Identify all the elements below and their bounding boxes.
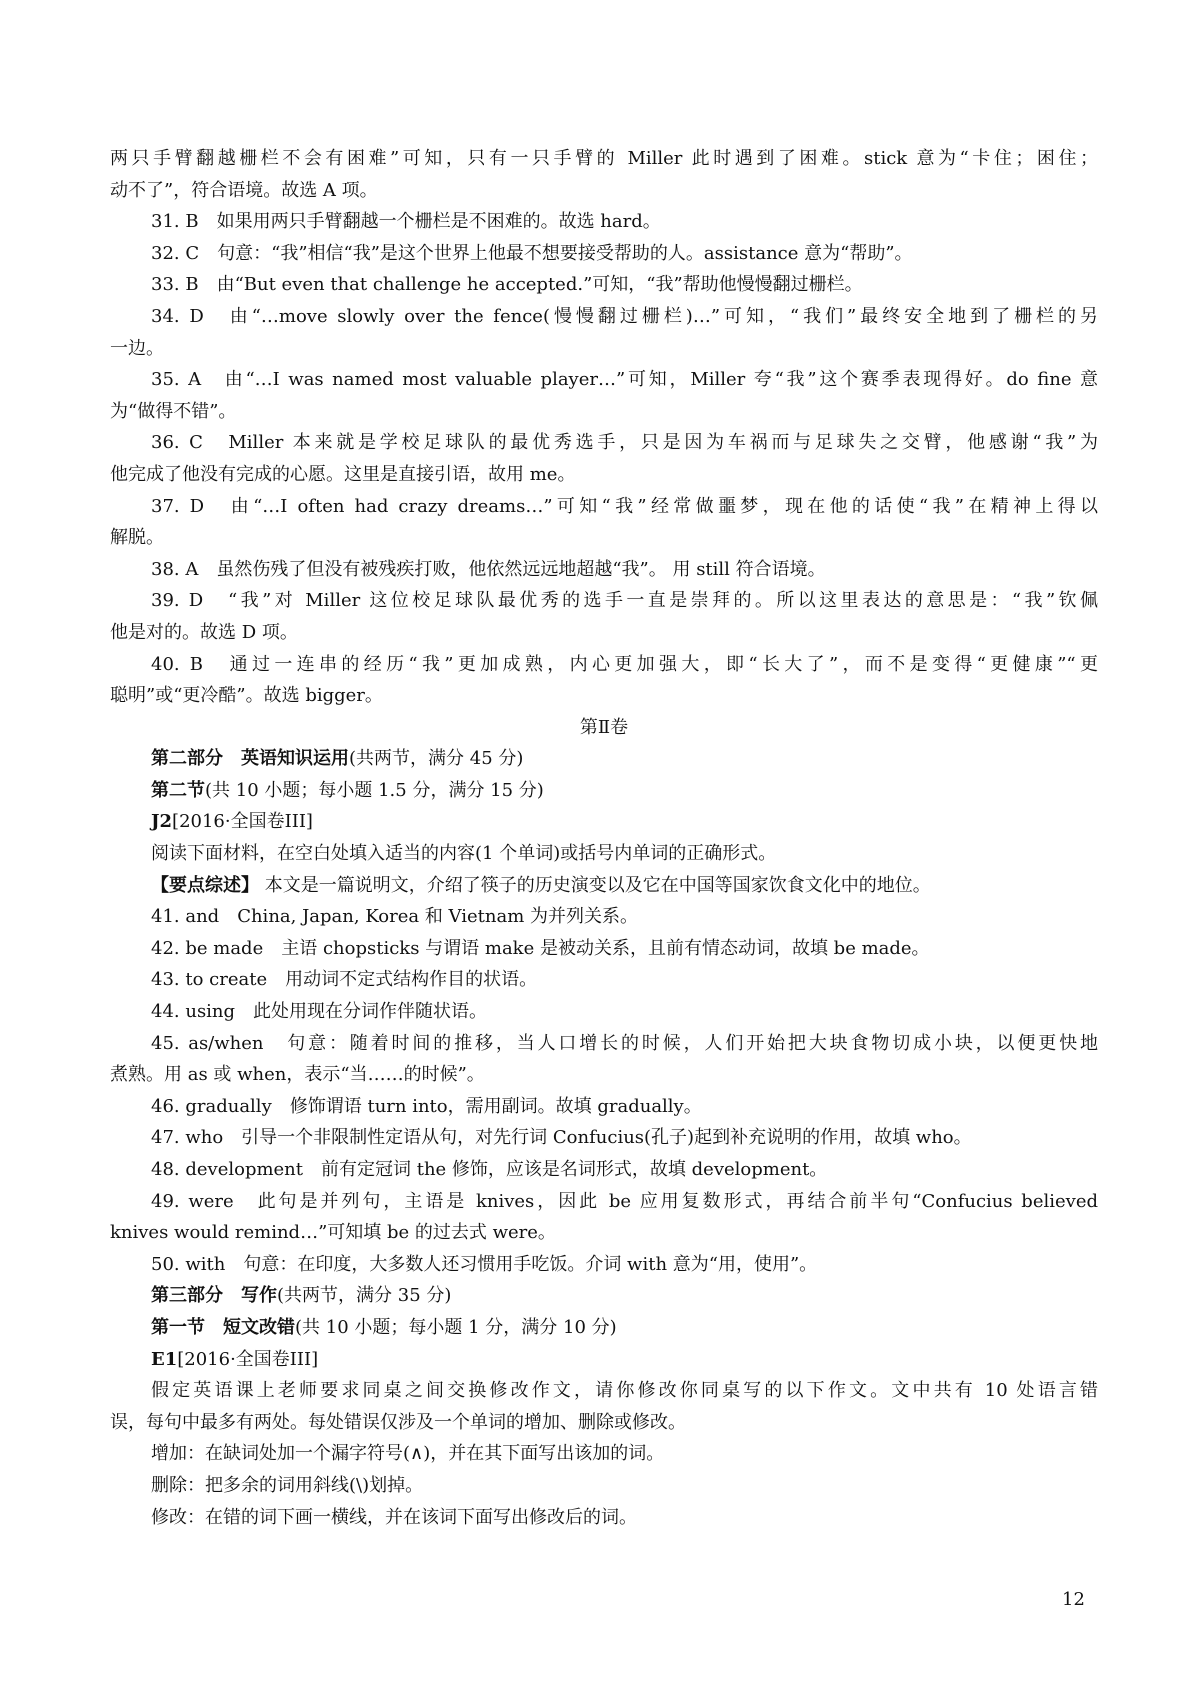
section2-heading-title: 第二节 [151,779,205,801]
volume-title: 第Ⅱ卷 [579,716,629,738]
text-line: 删除：把多余的词用斜线(\)划掉。 [151,1474,424,1496]
text-line: 42. be made 主语 chopsticks 与谓语 make 是被动关系，且前有情态动词，故填 be made。 [151,937,930,959]
text-line: 他完成了他没有完成的心愿。这里是直接引语，故用 me。 [110,463,576,485]
text-line: 为“做得不错”。 [110,400,237,422]
part3-heading-title: 第三部分 写作 [151,1285,277,1307]
page-content [110,143,1098,1533]
text-line: 他是对的。故选 D 项。 [110,621,298,643]
section1-heading-score: (共 10 小题；每小题 1 分，满分 10 分) [295,1316,617,1338]
section1-heading-title: 第一节 短文改错 [151,1316,295,1338]
text-line: 48. development 前有定冠词 the 修饰，应该是名词形式，故填 development。 [151,1159,828,1180]
text-line: 40. B 通过一连串的经历“我”更加成熟，内心更加强大，即“长大了”，而不是变得“更健康”“更 [151,653,1098,675]
text-line: 聪明”或“更冷酷”。故选 bigger。 [110,685,383,707]
text-line: 煮熟。用 as 或 when，表示“当……的时候”。 [110,1064,485,1086]
section2-heading-score: (共 10 小题；每小题 1.5 分，满分 15 分) [205,779,544,801]
j2-code: J2 [151,811,173,833]
text-line: 32. C 句意：“我”相信“我”是这个世界上他最不想要接受帮助的人。assistance 意为“帮助”。 [151,242,913,264]
text-line: 增加：在缺词处加一个漏字符号(∧)，并在其下面写出该加的词。 [151,1443,665,1465]
section1-heading [110,1312,1098,1344]
e1-source-text: [2016·全国卷III] [177,1348,319,1370]
summary-label: 【要点综述】 [151,874,259,896]
text-line: 33. B 由“But even that challenge he accepted.”可知，“我”帮助他慢慢翻过栅栏。 [151,274,863,296]
j2-source-text: [2016·全国卷III] [172,811,313,833]
part3-heading [110,1280,1098,1312]
summary [110,870,1098,902]
text-line: 动不了”，符合语境。故选 A 项。 [110,179,378,201]
text-line: 47. who 引导一个非限制性定语从句，对先行词 Confucius(孔子)起到补充说明的作用，故填 who。 [151,1127,972,1149]
text-line: 36. C Miller 本来就是学校足球队的最优秀选手，只是因为车祸而与足球失之交臂，他感谢“我”为 [151,432,1098,454]
e1-source [110,1344,1098,1376]
text-line: 46. gradually 修饰谓语 turn into，需用副词。故填 gradually。 [151,1095,702,1117]
text-line: 39. D “我”对 Miller 这位校足球队最优秀的选手一直是崇拜的。所以这里表达的意思是：“我”钦佩 [151,590,1098,612]
summary-text: 本文是一篇说明文，介绍了筷子的历史演变以及它在中国等国家饮食文化中的地位。 [259,874,931,896]
text-line: 50. with 句意：在印度，大多数人还习惯用手吃饭。介词 with 意为“用，使用”。 [151,1253,818,1275]
page-number: 12 [1062,1589,1085,1610]
e1-code: E1 [151,1348,178,1370]
part3-heading-score: (共两节，满分 35 分) [277,1285,452,1307]
part2-heading-title: 第二部分 英语知识运用 [151,748,349,770]
text-line: 38. A 虽然伤残了但没有被残疾打败，他依然远远地超越“我”。 用 still 符合语境。 [151,558,826,580]
text-line: 45. as/when 句意：随着时间的推移，当人口增长的时候，人们开始把大块食物切成小块，以便更快地 [151,1032,1098,1054]
text-line: 假定英语课上老师要求同桌之间交换修改作文，请你修改你同桌写的以下作文。文中共有 10 处语言错 [151,1380,1098,1402]
text-line: 44. using 此处用现在分词作伴随状语。 [151,1001,488,1023]
text-line: 34. D 由“…move slowly over the fence(慢慢翻过栅栏)…”可知，“我们”最终安全地到了栅栏的另 [151,305,1098,327]
text-line: 35. A 由“…I was named most valuable player…”可知，Miller 夸“我”这个赛季表现得好。do fine 意 [151,369,1098,391]
text-line: 37. D 由“…I often had crazy dreams…”可知“我”经常做噩梦，现在他的话使“我”在精神上得以 [151,495,1098,517]
text-line: 49. were 此句是并列句，主语是 knives，因此 be 应用复数形式，再结合前半句“Confucius believed [151,1190,1098,1212]
answer-explanations-part2 [110,901,1098,1280]
writing-instructions [110,1375,1098,1533]
section2-heading [110,775,1098,807]
j2-source [110,806,1098,838]
text-line: 两只手臂翻越栅栏不会有困难”可知，只有一只手臂的 Miller 此时遇到了困难。stick 意为“卡住；困住； [110,148,1098,169]
text-line: 43. to create 用动词不定式结构作目的状语。 [151,969,538,991]
part2-heading [110,743,1098,775]
part2-heading-score: (共两节，满分 45 分) [349,748,524,770]
text-line: 误，每句中最多有两处。每处错误仅涉及一个单词的增加、删除或修改。 [110,1411,686,1433]
j2-instruction: 阅读下面材料，在空白处填入适当的内容(1 个单词)或括号内单词的正确形式。 [151,843,777,865]
text-line: 解脱。 [110,527,164,549]
text-line: knives would remind…”可知填 be 的过去式 were。 [110,1222,556,1244]
answer-explanations-part1 [110,143,1098,712]
text-line: 一边。 [110,337,164,359]
text-line: 修改：在错的词下画一横线，并在该词下面写出修改后的词。 [151,1506,637,1528]
text-line: 41. and China, Japan, Korea 和 Vietnam 为并列关系。 [151,906,638,928]
text-line: 31. B 如果用两只手臂翻越一个栅栏是不困难的。故选 hard。 [151,211,661,233]
